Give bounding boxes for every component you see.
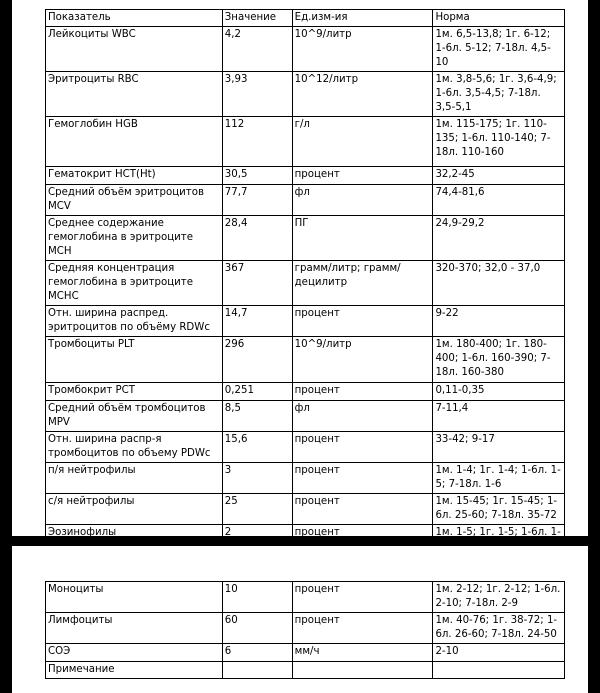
norm-cell: 1м. 180-400; 1г. 180-400; 1-6л. 160-390; 7-18л. 160-380 [433,337,565,383]
value-cell: 30,5 [222,167,292,185]
unit-cell: процент [292,613,433,644]
norm-cell [433,662,565,679]
norm-cell: 1м. 15-45; 1г. 15-45; 1-6л. 25-60; 7-18л. 35-72 [433,494,565,525]
indicator-cell: Примечание [46,662,223,679]
unit-cell: фл [292,185,433,216]
unit-cell: процент [292,525,433,556]
unit-cell [292,662,433,679]
indicator-cell: Тромбокрит PCT [46,383,223,401]
table-row [46,261,565,306]
header-cell-value: Значение [222,10,292,27]
table-row [46,72,565,117]
indicator-cell: Гематокрит HCT(Ht) [46,167,223,185]
document-page-2 [12,546,588,693]
value-cell: 0,251 [222,383,292,401]
norm-cell: 1м. 6,5-13,8; 1г. 6-12; 1-6л. 5-12; 7-18л. 4,5-10 [433,27,565,72]
table-row [46,216,565,261]
value-cell: 3,93 [222,72,292,117]
table-row [46,167,565,185]
norm-cell: 1м. 1-4; 1г. 1-4; 1-6л. 1-5; 7-18л. 1-6 [433,463,565,494]
norm-cell: 0,11-0,35 [433,383,565,401]
indicator-cell: с/я нейтрофилы [46,494,223,525]
norm-cell: 2-10 [433,644,565,662]
table-row [46,337,565,383]
indicator-cell: Средняя концентрация гемоглобина в эритроците MCHC [46,261,223,306]
indicator-cell: Средний объём тромбоцитов MPV [46,401,223,432]
unit-cell: 10^9/литр [292,337,433,383]
unit-cell: процент [292,167,433,185]
unit-cell: грамм/литр; грамм/децилитр [292,261,433,306]
unit-cell: 10^9/литр [292,27,433,72]
unit-cell: процент [292,582,433,613]
value-cell: 10 [222,582,292,613]
norm-cell: 1м. 115-175; 1г. 110-135; 1-6л. 110-140; 7-18л. 110-160 [433,117,565,167]
value-cell: 25 [222,494,292,525]
indicator-cell: Моноциты [46,582,223,613]
value-cell: 2 [222,525,292,556]
indicator-cell: Лимфоциты [46,613,223,644]
value-cell: 112 [222,117,292,167]
value-cell: 77,7 [222,185,292,216]
indicator-cell: Отн. ширина распр-я тромбоцитов по объему PDWc [46,432,223,463]
indicator-cell: Среднее содержание гемоглобина в эритроците MCH [46,216,223,261]
cropped-header-text [46,0,286,6]
table-row [46,306,565,337]
norm-cell: 7-11,4 [433,401,565,432]
indicator-cell: Эозинофилы [46,525,223,556]
norm-cell: 1м. 40-76; 1г. 38-72; 1-6л. 26-60; 7-18л. 24-50 [433,613,565,644]
value-cell: 14,7 [222,306,292,337]
header-cell-unit: Ед.изм-ия [292,10,433,27]
table-row [46,185,565,216]
table-row [46,613,565,644]
indicator-cell: СОЭ [46,644,223,662]
norm-cell: 1м. 3,8-5,6; 1г. 3,6-4,9; 1-6л. 3,5-4,5; 7-18л. 3,5-5,1 [433,72,565,117]
norm-cell: 32,2-45 [433,167,565,185]
value-cell: 8,5 [222,401,292,432]
value-cell: 15,6 [222,432,292,463]
unit-cell: 10^12/литр [292,72,433,117]
table-row [46,463,565,494]
table-row [46,582,565,613]
indicator-cell: Средний объём эритроцитов MCV [46,185,223,216]
table-row [46,494,565,525]
value-cell: 296 [222,337,292,383]
unit-cell: процент [292,432,433,463]
unit-cell: г/л [292,117,433,167]
norm-cell: 1м. 1-5; 1г. 1-5; 1-6л. 1- [433,525,565,556]
norm-cell: 1м. 2-12; 1г. 2-12; 1-6л. 2-10; 7-18л. 2-9 [433,582,565,613]
indicator-cell: Отн. ширина распред. эритроцитов по объёму RDWc [46,306,223,337]
blood-test-table [45,9,565,556]
indicator-cell: Гемоглобин HGB [46,117,223,167]
table-row [46,401,565,432]
table-row [46,644,565,662]
value-cell: 60 [222,613,292,644]
unit-cell: процент [292,383,433,401]
table-row [46,27,565,72]
blood-test-table-continued [45,581,565,679]
table-row [46,662,565,679]
unit-cell: фл [292,401,433,432]
unit-cell: процент [292,306,433,337]
unit-cell: ПГ [292,216,433,261]
indicator-cell: Эритроциты RBC [46,72,223,117]
document-page-1 [12,0,588,536]
value-cell: 6 [222,644,292,662]
norm-cell: 33-42; 9-17 [433,432,565,463]
value-cell: 3 [222,463,292,494]
norm-cell: 9-22 [433,306,565,337]
table-row [46,432,565,463]
unit-cell: процент [292,494,433,525]
norm-cell: 74,4-81,6 [433,185,565,216]
header-cell-norm: Норма [433,10,565,27]
indicator-cell: Тромбоциты PLT [46,337,223,383]
unit-cell: процент [292,463,433,494]
table-row [46,383,565,401]
table-row [46,117,565,167]
value-cell: 367 [222,261,292,306]
table-header-row [46,10,565,27]
value-cell: 4,2 [222,27,292,72]
value-cell: 28,4 [222,216,292,261]
value-cell [222,662,292,679]
unit-cell: мм/ч [292,644,433,662]
norm-cell: 24,9-29,2 [433,216,565,261]
indicator-cell: п/я нейтрофилы [46,463,223,494]
norm-cell: 320-370; 32,0 - 37,0 [433,261,565,306]
header-cell-indicator: Показатель [46,10,223,27]
indicator-cell: Лейкоциты WBC [46,27,223,72]
